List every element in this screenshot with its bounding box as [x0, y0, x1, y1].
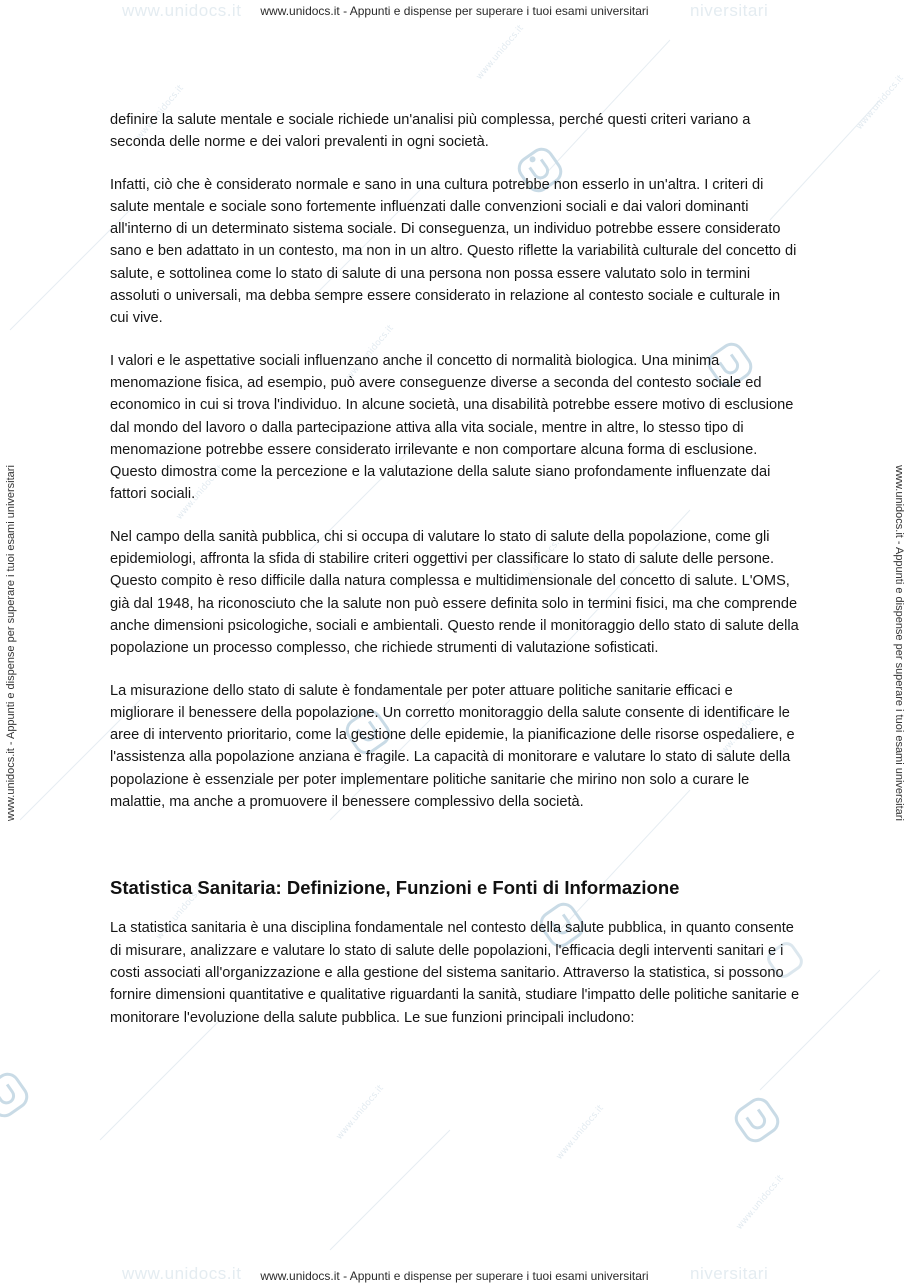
header-ghost-watermark: www.unidocs.it [122, 1, 242, 20]
footer-ghost-watermark: www.unidocs.it [122, 1264, 242, 1283]
paragraph: I valori e le aspettative sociali influenzano anche il concetto di normalità biologica. Una minima menomazione fisica, ad esempio, può avere conseguenze diverse a seconda del contesto sociale ed economico in cui si trova l'individuo. In alcune società, una disabilità potrebbe essere motivo di esclusione dal mondo del lavoro o dalla partecipazione attiva alla vita sociale, mentre in altre, lo stesso tipo di menomazione potrebbe essere considerato irrilevante e non comportare alcuna forma di esclusione. Questo dimostra come la percezione e la valutazione della salute siano profondamente influenzate dai fattori sociali. [110, 352, 794, 503]
side-banner-left-text[interactable]: www.unidocs.it - Appunti e dispense per superare i tuoi esami universitari [5, 465, 17, 821]
header-link[interactable]: www.unidocs.it - Appunti e dispense per superare i tuoi esami universitari [260, 4, 649, 18]
side-banner-right [889, 293, 905, 993]
paragraph: Nel campo della sanità pubblica, chi si occupa di valutare lo stato di salute della popolazione, come gli epidemiologi, affronta la sfida di stabilire criteri oggettivi per classificare lo stato di salute delle persone. Questo compito è reso difficile dalla natura complessa e multidimensionale del concetto di salute. L'OMS, già dal 1948, ha riconosciuto che la salute non può essere definita solo in termini fisici, ma che comprende anche dimensioni psicologiche, sociali e ambientali. Questo rende il monitoraggio dello stato di salute della popolazione un processo complesso, che richiede strumenti di valutazione sofisticati. [110, 528, 799, 657]
page-footer [0, 1269, 909, 1283]
svg-text:www.unidocs.it: www.unidocs.it [514, 533, 566, 592]
paragraph: La misurazione dello stato di salute è fondamentale per poter attuare politiche sanitarie efficaci e migliorare il benessere della popolazione. Un corretto monitoraggio della salute consente di identificare le aree di intervento prioritario, come la gestione delle epidemie, la pianificazione delle risorse ospedaliere, e l'assistenza alla popolazione anziana e fragile. La capacità di monitorare e valutare lo stato di salute della popolazione è essenziale per poter implementare politiche sanitarie che mirino non solo a curare le malattie, ma anche a promuovere il benessere complessivo della società. [110, 682, 795, 811]
page-header [0, 4, 909, 18]
paragraph: definire la salute mentale e sociale richiede un'analisi più complessa, perché questi criteri variano a seconda delle norme e dei valori prevalenti in ogni società. [110, 112, 751, 151]
side-banner-right-text[interactable]: www.unidocs.it - Appunti e dispense per superare i tuoi esami universitari [893, 465, 905, 821]
svg-text:www.unidocs.it: www.unidocs.it [554, 1103, 606, 1162]
svg-text:www.unidocs.it: www.unidocs.it [134, 83, 186, 142]
footer-ghost-watermark: niversitari [690, 1264, 769, 1283]
svg-text:www.unidocs.it: www.unidocs.it [474, 23, 526, 82]
document-body [110, 109, 800, 1049]
section-paragraph: La statistica sanitaria è una disciplina fondamentale nel contesto della salute pubblica, in quanto consente di misurare, analizzare e valutare lo stato di salute delle popolazioni, l'efficacia degli interventi sanitari e i costi associati all'organizzazione e alla gestione del sistema sanitario. Attraverso la statistica, si possono fornire dimensioni quantitative e qualitative riguardanti la sanità, studiare l'impatto delle politiche sanitarie e monitorare l'evoluzione della salute pubblica. Le sue funzioni principali includono: [110, 920, 800, 1026]
header-ghost-watermark: niversitari [690, 1, 769, 20]
paragraph: Infatti, ciò che è considerato normale e sano in una cultura potrebbe non esserlo in un'altra. I criteri di salute mentale e sociale sono fortemente influenzati dalle convenzioni sociali e dai valori dominanti all'interno di un determinato sistema sociale. Di conseguenza, un individuo potrebbe essere considerato sano e ben adattato in un contesto, ma non in un altro. Questo riflette la variabilità culturale del concetto di salute, e sottolinea come lo stato di salute di una persona non possa essere valutato solo in termini assoluti o universali, ma debba sempre essere considerato in relazione al contesto sociale e culturale in cui vive. [110, 176, 797, 327]
svg-text:www.unidocs.it: www.unidocs.it [734, 1173, 786, 1232]
svg-text:www.unidocs.it: www.unidocs.it [714, 703, 766, 762]
svg-text:www.unidocs.it: www.unidocs.it [154, 883, 206, 942]
footer-link[interactable]: www.unidocs.it - Appunti e dispense per superare i tuoi esami universitari [260, 1269, 649, 1283]
side-banner-left [5, 293, 21, 993]
svg-text:www.unidocs.it: www.unidocs.it [854, 73, 906, 132]
svg-text:www.unidocs.it: www.unidocs.it [334, 1083, 386, 1142]
section-heading: Statistica Sanitaria: Definizione, Funzioni e Fonti di Informazione [110, 877, 680, 899]
svg-text:www.unidocs.it: www.unidocs.it [344, 323, 396, 382]
svg-text:www.unidocs.it: www.unidocs.it [174, 463, 226, 522]
